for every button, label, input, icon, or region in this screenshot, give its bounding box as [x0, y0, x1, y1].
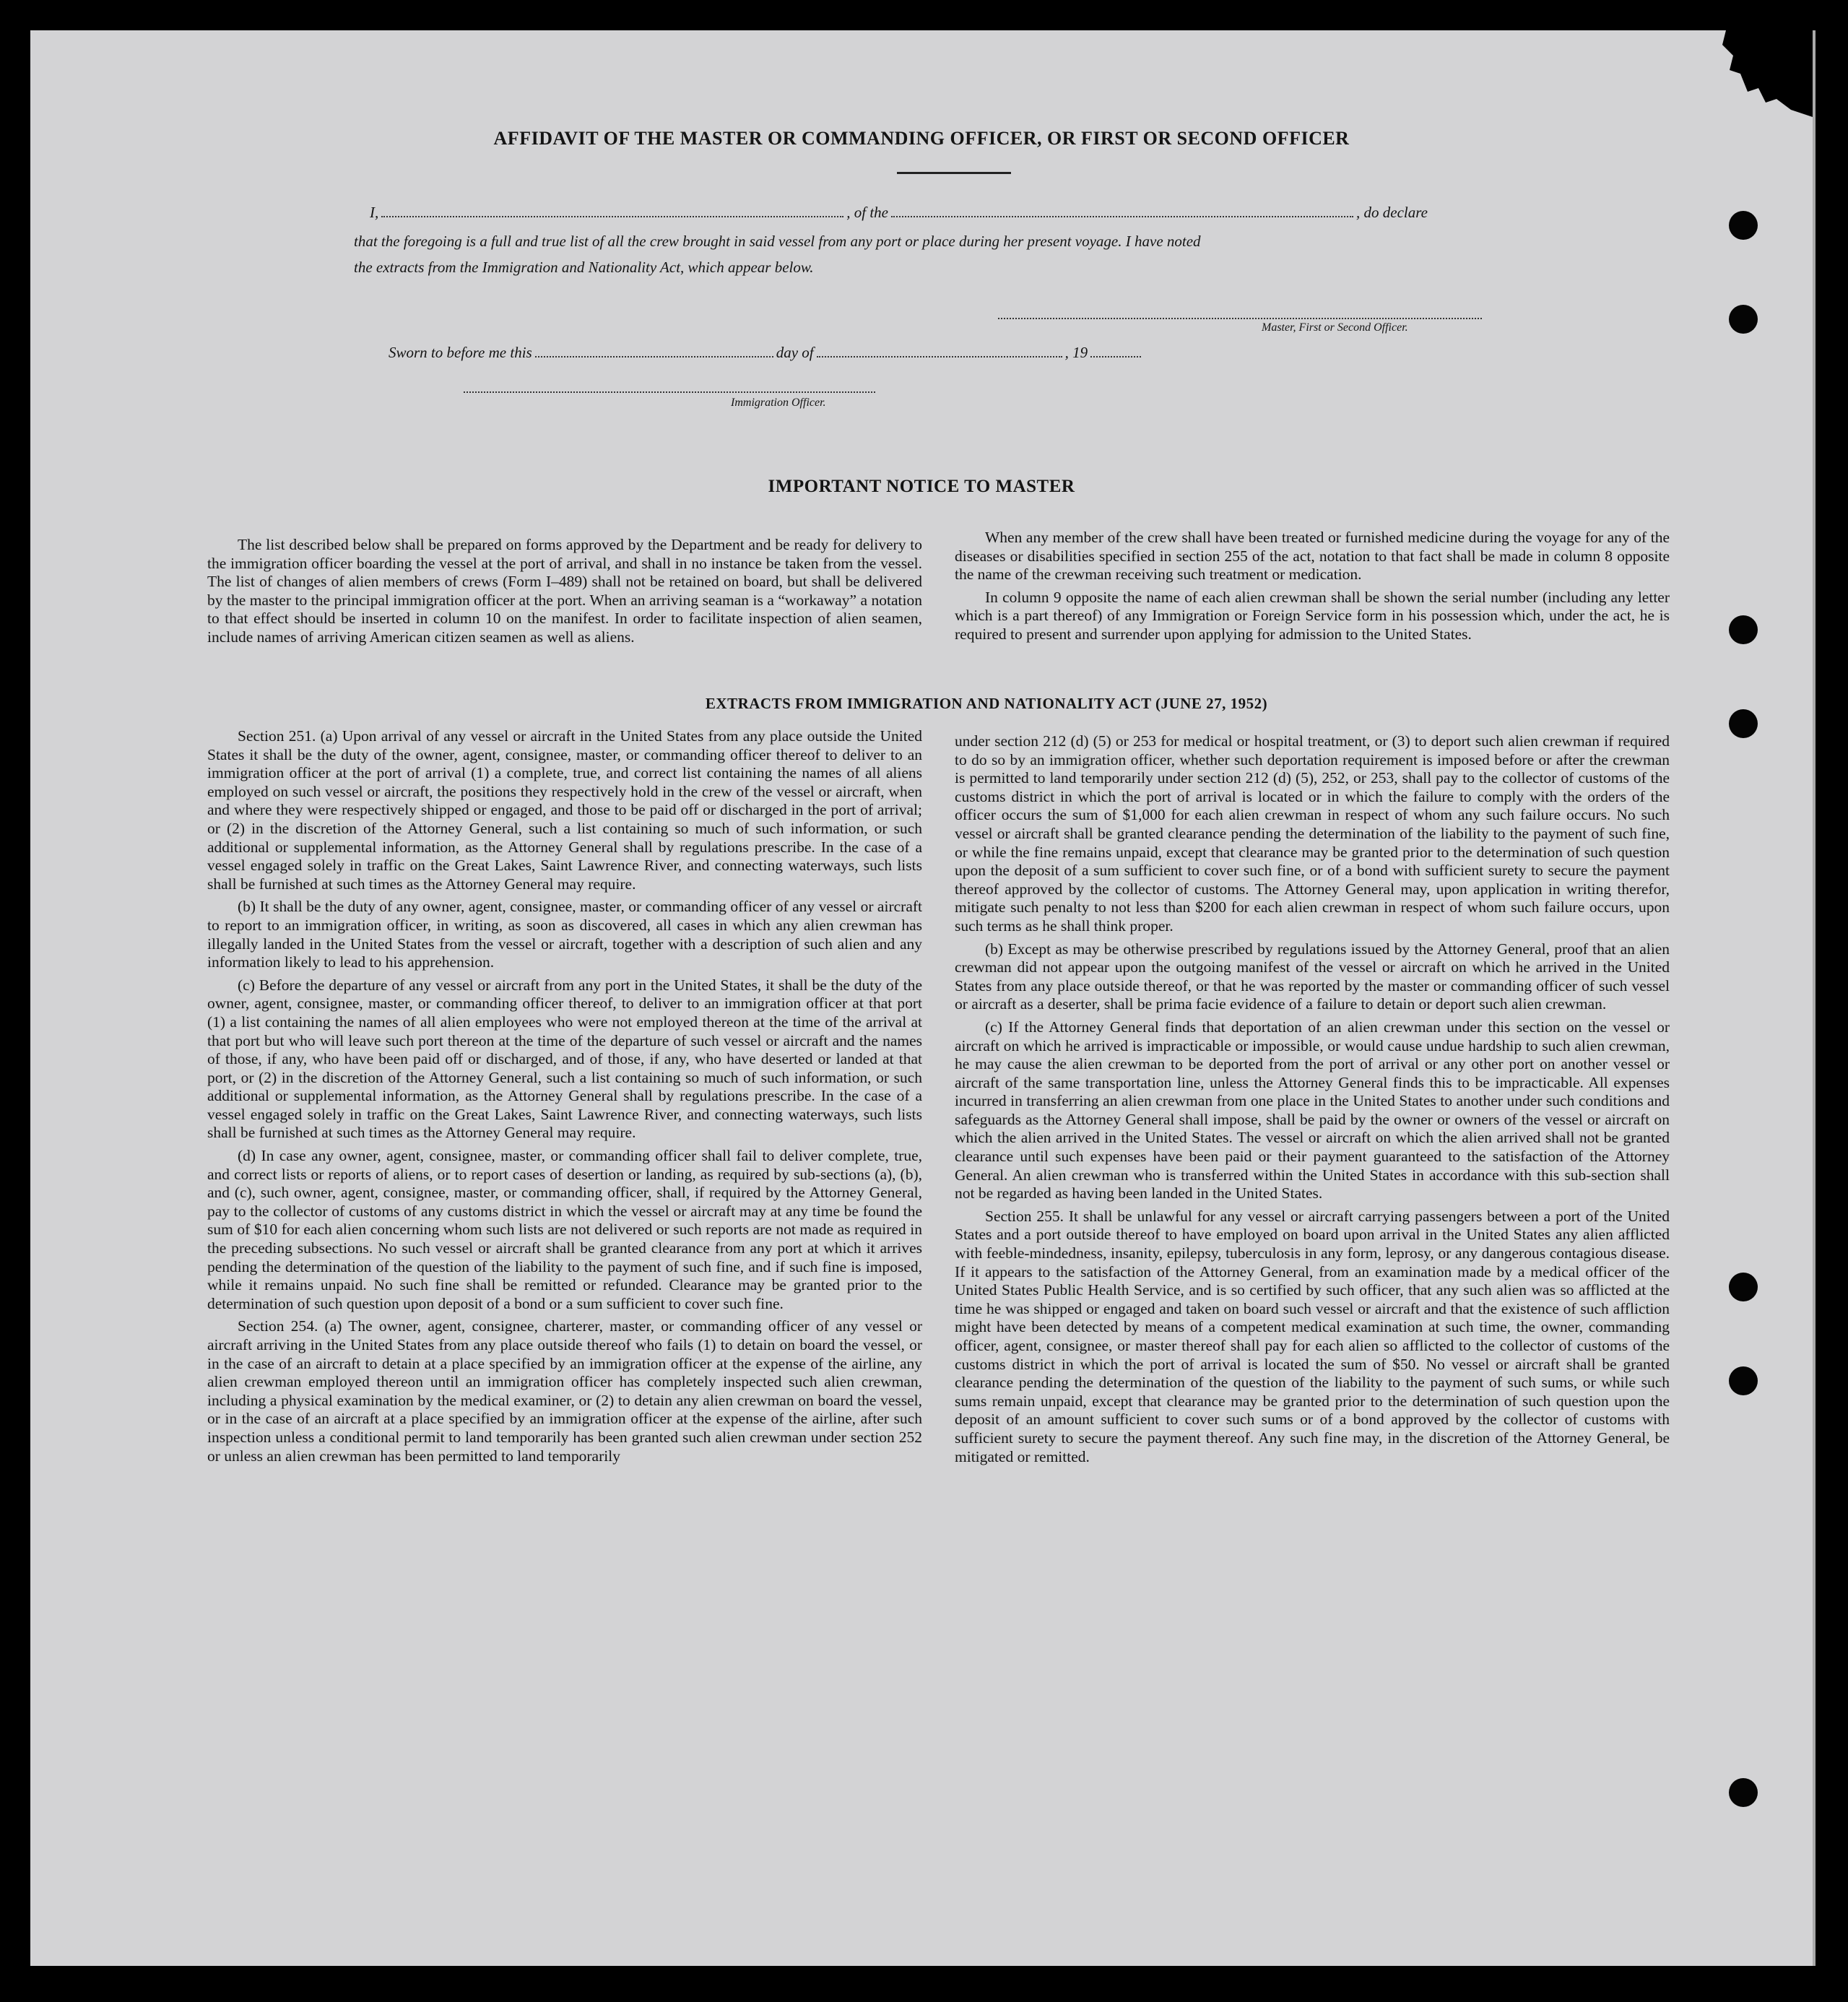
i-label: I, [370, 204, 379, 221]
extracts-title: EXTRACTS FROM IMMIGRATION AND NATIONALITY ACT (JUNE 27, 1952) [705, 695, 1268, 712]
day-of-label: day of [776, 344, 814, 361]
binder-hole-4 [1729, 709, 1758, 738]
section-254a-cont: under section 212 (d) (5) or 253 for medical or hospital treatment, or (3) to deport such alien crewman if required to do so by an immigration officer, whether such deportation requirement is imposed before or after the crewman is permitted to land temporarily under section 212 (d) (5), 252, or 253, shall pay to the collector of customs of the customs district in which the port of arrival is located or in which the failure to comply with the orders of the officer occurs the sum of $1,000 for each alien crewman in respect of whom any such failure occurs. No such vessel or aircraft shall be granted clearance pending the determination of the liability to the payment of such fine, or while the fine remains unpaid, except that clearance may be granted prior to the determination of such question upon the deposit of a sum sufficient to cover such fine, or of a bond with sufficient surety to secure the payment thereof approved by the collector of customs. The Attorney General may, upon application in writing therefor, mitigate such penalty to not less than $200 for each alien crewman in respect of whom such failure occurs, upon such terms as he shall think proper. [955, 732, 1670, 935]
declaration-line-3: the extracts from the Immigration and Nationality Act, which appear below. [354, 259, 814, 276]
master-signature-field[interactable] [998, 318, 1482, 319]
section-251c: (c) Before the departure of any vessel or aircraft from any port in the United States, it shall be the duty of the owner, agent, consignee, master, or commanding officer thereof, to deliver to an immigration officer at that port (1) a list containing the names of all alien employees who were not employed thereon at the time of the arrival at that port but who will leave such port thereon at the time of the departure of such vessel or aircraft and the names of those, if any, who have been paid off or discharged, and of those, if any, who have deserted or landed at that port, or (2) in the discretion of the Attorney General, such a list containing so much of such information, or such additional or supplemental information, as the Attorney General shall by regulations prescribe. In the case of a vessel engaged solely in traffic on the Great Lakes, Saint Lawrence River, and connecting waterways, such lists shall be furnished at such times as the Attorney General may require. [207, 976, 922, 1142]
notice-left-paragraph: The list described below shall be prepared on forms approved by the Department and be ready for delivery to the immigration officer boarding the vessel at the port of arrival, and shall in no instance be taken from the vessel. The list of changes of alien members of crews (Form I–489) shall not be retained on board, but shall be delivered by the master to the principal immigration officer at the port. When an arriving seaman is a “workaway” a notation to that effect should be inserted in column 10 on the manifest. In order to facilitate inspection of alien seamen, include names of arriving American citizen seamen as well as aliens. [207, 536, 922, 646]
title-rule [897, 172, 1011, 174]
notice-right-column [955, 529, 1670, 644]
declaration-line-2: that the foregoing is a full and true list of all the crew brought in said vessel from any port or place during her present voyage. I have noted [354, 233, 1201, 250]
section-254a: Section 254. (a) The owner, agent, consignee, charterer, master, or commanding officer of any vessel or aircraft arriving in the United States from any place outside thereof who fails (1) to detain on board the vessel, or in the case of an aircraft to detain at a place specified by an immigration officer at the expense of the airline, any alien crewman employed thereon until an immigration officer has completely inspected such alien crewman, including a physical examination by the medical examiner, or (2) to detain any alien crewman on board the vessel, or in the case of an aircraft at a place specified by an immigration officer at the expense of the airline, after such inspection unless a conditional permit to land temporarily has been granted such alien crewman under section 252 or unless an alien crewman has been permitted to land temporarily [207, 1317, 922, 1465]
do-declare-label: , do declare [1356, 204, 1428, 221]
document-page [30, 30, 1816, 1966]
torn-corner [1704, 30, 1813, 117]
binder-hole-1 [1729, 211, 1758, 240]
binder-hole-5 [1729, 1273, 1758, 1301]
extracts-right-column [955, 732, 1670, 1466]
notice-right-paragraph: When any member of the crew shall have been treated or furnished medicine during the voyage for any of the diseases or disabilities specified in section 255 of the act, notation to that fact shall be made in column 8 opposite the name of the crewman receiving such treatment or medication. [955, 529, 1670, 584]
year-field[interactable] [1090, 356, 1141, 358]
notice-title: IMPORTANT NOTICE TO MASTER [768, 477, 1075, 496]
officer-signature-field[interactable] [464, 391, 875, 393]
notice-right-paragraph: In column 9 opposite the name of each alien crewman shall be shown the serial number (including any letter which is a part thereof) of any Immigration or Foreign Service form in his possession which, under the act, he is required to present and surrender upon applying for admission to the United States. [955, 588, 1670, 643]
extracts-left-column [207, 727, 922, 1465]
binder-hole-3 [1729, 615, 1758, 644]
master-signature-label: Master, First or Second Officer. [1262, 321, 1408, 334]
notice-left-column [207, 536, 922, 647]
section-251a: Section 251. (a) Upon arrival of any vessel or aircraft in the United States from any place outside the United States it shall be the duty of the owner, agent, consignee, master, or commanding officer thereof to deliver to an immigration officer at the port of arrival (1) a complete, true, and correct list containing the names of all aliens employed on such vessel or aircraft, the positions they respectively hold in the crew of the vessel or aircraft, when and where they were respectively shipped or engaged, and those to be paid off or discharged in the port of arrival; or (2) in the discretion of the Attorney General, such a list containing so much of such information, or such additional or supplemental information, as the Attorney General shall by regulations prescribe. In the case of a vessel engaged solely in traffic on the Great Lakes, Saint Lawrence River, and connecting waterways, such lists shall be furnished at such times as the Attorney General may require. [207, 727, 922, 893]
declaration-line [370, 204, 1428, 222]
affidavit-title: AFFIDAVIT OF THE MASTER OR COMMANDING OFFICER, OR FIRST OR SECOND OFFICER [493, 128, 1350, 149]
name-field[interactable] [381, 216, 843, 217]
binder-hole-2 [1729, 305, 1758, 334]
section-251b: (b) It shall be the duty of any owner, agent, consignee, master, or commanding officer of any vessel or aircraft to report to an immigration officer, in writing, as soon as discovered, all cases in which any alien crewman has illegally landed in the United States from the vessel or aircraft, together with a description of such alien and any information likely to lead to his apprehension. [207, 898, 922, 971]
sworn-day-field[interactable] [535, 356, 773, 358]
section-255: Section 255. It shall be unlawful for any vessel or aircraft carrying passengers between a port of the United States and a port outside thereof to have employed on board upon arrival in the United States any alien afflicted with feeble-mindedness, insanity, epilepsy, tuberculosis in any form, leprosy, or any dangerous contagious disease. If it appears to the satisfaction of the Attorney General, from an examination made by a medical officer of the United States Public Health Service, and is so certified by such officer, that any such alien was so afflicted at the time he was shipped or engaged and taken on board such vessel or aircraft and that the existence of such affliction might have been detected by means of a competent medical examination at such time, the owner, commanding officer, agent, consignee, or master thereof shall pay for each alien so afflicted to the collector of customs of the customs district in which the port of arrival is located the sum of $50. No vessel or aircraft shall be granted clearance pending the determination of the question of the liability to the payment of such sums, or while such sums remain unpaid, except that clearance may be granted prior to the determination of such question upon the deposit of an amount sufficient to cover such sums or of a bond approved by the collector of customs with sufficient surety to secure the payment thereof. Any such fine may, in the discretion of the Attorney General, be mitigated or remitted. [955, 1207, 1670, 1465]
of-the-label: , of the [846, 204, 888, 221]
vessel-field[interactable] [891, 216, 1353, 217]
officer-signature-label: Immigration Officer. [731, 396, 826, 409]
section-254b: (b) Except as may be otherwise prescribed by regulations issued by the Attorney General, proof that an alien crewman did not appear upon the outgoing manifest of the vessel or aircraft on which he arrived in the United States from any place outside thereof, or that he was reported by the master or commanding officer of such vessel or aircraft as a deserter, shall be prima facie evidence of a failure to detain or deport such alien crewman. [955, 940, 1670, 1013]
binder-hole-7 [1729, 1778, 1758, 1807]
sworn-line [389, 344, 1144, 362]
sworn-month-field[interactable] [817, 356, 1062, 358]
binder-hole-6 [1729, 1366, 1758, 1395]
year-label: , 19 [1064, 344, 1088, 361]
section-251d: (d) In case any owner, agent, consignee, master, or commanding officer shall fail to deliver complete, true, and correct lists or reports of aliens, or to report cases of desertion or landing, as required by sub-sections (a), (b), and (c), such owner, agent, consignee, master, or commanding officer, shall, if required by the Attorney General, pay to the collector of customs of any customs district in which the vessel or aircraft may at any time be found the sum of $10 for each alien concerning whom such lists are not delivered or such reports are not made as required in the preceding subsections. No such vessel or aircraft shall be granted clearance from any port at which it arrives pending the determination of the question of the liability to the payment of such fine, and if such fine is imposed, while it remains unpaid. No such fine shall be remitted or refunded. Clearance may be granted prior to the determination of such question upon deposit of a bond or a sum sufficient to cover such fine. [207, 1147, 922, 1312]
section-254c: (c) If the Attorney General finds that deportation of an alien crewman under this section on the vessel or aircraft on which he arrived is impracticable or impossible, or would cause undue hardship to such alien crewman, he may cause the alien crewman to be deported from the port of arrival or any other port on another vessel or aircraft of the same transportation line, unless the Attorney General finds this to be impracticable. All expenses incurred in transferring an alien crewman from one place in the United States to another under such conditions and safeguards as the Attorney General shall impose, shall be paid by the owner or owners of the vessel or aircraft on which the alien arrived in the United States. The vessel or aircraft on which the alien arrived shall not be granted clearance until such expenses have been paid or their payment guaranteed to the satisfaction of the Attorney General. An alien crewman who is transferred within the United States in accordance with this sub-section shall not be regarded as having been landed in the United States. [955, 1018, 1670, 1202]
sworn-label: Sworn to before me this [389, 344, 532, 361]
